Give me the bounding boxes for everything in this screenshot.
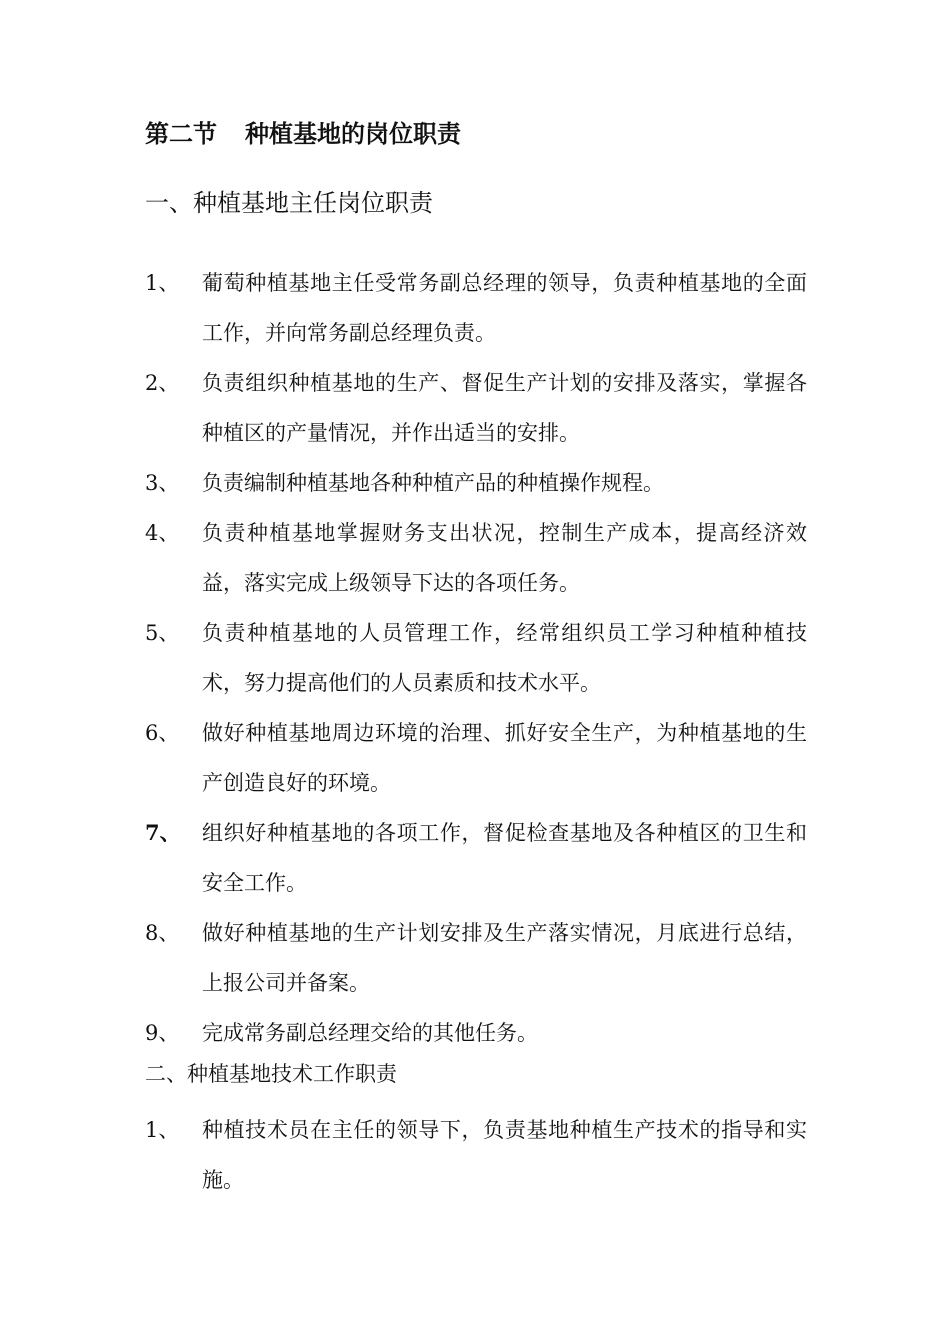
item-text: 葡萄种植基地主任受常务副总经理的领导，负责种植基地的全面工作，并向常务副总经理负责。 [202,271,807,345]
title-section-number: 第二节 [145,120,217,148]
section-heading-1: 一、种植基地主任岗位职责 [145,189,433,217]
item-number: 8、 [145,921,180,945]
item-text: 负责编制种植基地各种种植产品的种植操作规程。 [202,471,664,495]
item-text: 负责种植基地的人员管理工作，经常组织员工学习种植种植技术，努力提高他们的人员素质和技术水平。 [202,621,807,695]
list-item [145,1008,815,1058]
duty-list-2 [145,1105,815,1205]
title-text: 种植基地的岗位职责 [245,120,461,148]
list-item [145,508,815,608]
item-text: 负责种植基地掌握财务支出状况，控制生产成本，提高经济效益，落实完成上级领导下达的各项任务。 [202,521,807,595]
page-title [145,116,461,152]
section-heading-2: 二、种植基地技术工作职责 [145,1062,397,1086]
item-text: 负责组织种植基地的生产、督促生产计划的安排及落实，掌握各种植区的产量情况，并作出适当的安排。 [202,371,807,445]
duty-list-1 [145,258,815,1058]
item-number: 4、 [145,521,180,545]
list-item [145,1105,815,1205]
item-text: 完成常务副总经理交给的其他任务。 [202,1021,538,1045]
list-item [145,458,815,508]
item-text: 做好种植基地周边环境的治理、抓好安全生产，为种植基地的生产创造良好的环境。 [202,721,807,795]
item-number: 1、 [145,1118,180,1142]
item-number: 1、 [145,271,180,295]
item-number: 9、 [145,1021,180,1045]
item-text: 组织好种植基地的各项工作，督促检查基地及各种植区的卫生和安全工作。 [202,821,807,895]
item-number: 6、 [145,721,180,745]
item-number: 5、 [145,621,180,645]
item-number: 3、 [145,471,180,495]
list-item [145,608,815,708]
list-item [145,908,815,1008]
list-item [145,258,815,358]
item-number: 7、 [145,820,181,845]
list-item [145,708,815,808]
item-number: 2、 [145,371,180,395]
item-text: 种植技术员在主任的领导下，负责基地种植生产技术的指导和实施。 [202,1118,807,1192]
item-text: 做好种植基地的生产计划安排及生产落实情况，月底进行总结，上报公司并备案。 [202,921,807,995]
list-item [145,358,815,458]
list-item [145,808,815,908]
